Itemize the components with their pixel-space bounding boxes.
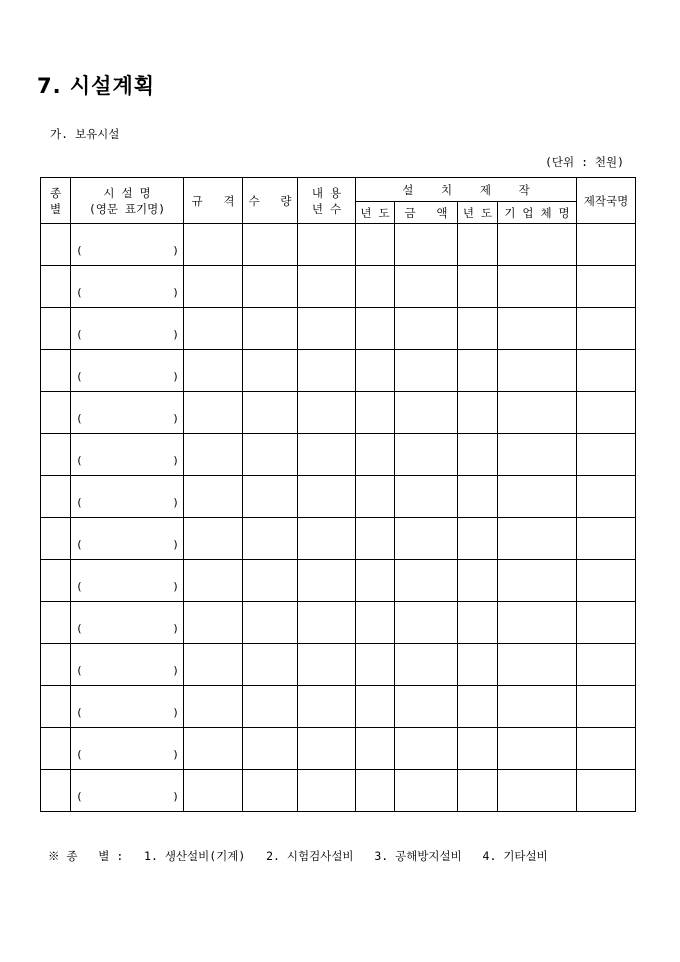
table-cell[interactable] xyxy=(395,308,458,350)
paren-open: ( xyxy=(76,454,83,467)
table-cell[interactable] xyxy=(243,476,298,518)
table-cell[interactable] xyxy=(298,686,356,728)
table-cell[interactable] xyxy=(298,644,356,686)
table-cell[interactable] xyxy=(71,518,184,560)
table-cell[interactable] xyxy=(41,266,71,308)
table-cell[interactable] xyxy=(356,770,395,812)
table-cell[interactable] xyxy=(498,266,577,308)
table-cell[interactable] xyxy=(41,770,71,812)
table-cell[interactable] xyxy=(298,602,356,644)
table-cell[interactable] xyxy=(71,644,184,686)
table-cell[interactable] xyxy=(498,392,577,434)
table-cell[interactable] xyxy=(298,518,356,560)
table-cell[interactable] xyxy=(577,350,636,392)
table-cell[interactable] xyxy=(577,602,636,644)
table-cell[interactable] xyxy=(395,644,458,686)
table-cell[interactable] xyxy=(498,686,577,728)
header-facility-name: 시 설 명 (영문 표기명) xyxy=(71,178,184,224)
table-cell[interactable] xyxy=(577,308,636,350)
table-cell[interactable] xyxy=(577,560,636,602)
table-cell[interactable] xyxy=(184,266,243,308)
table-cell[interactable] xyxy=(577,770,636,812)
table-cell[interactable] xyxy=(243,770,298,812)
header-type: 종 별 xyxy=(41,178,71,224)
table-cell[interactable] xyxy=(184,728,243,770)
table-cell[interactable] xyxy=(298,770,356,812)
table-cell[interactable] xyxy=(395,770,458,812)
table-row xyxy=(41,728,636,770)
table-cell[interactable] xyxy=(243,560,298,602)
table-cell[interactable] xyxy=(458,770,498,812)
paren-close: ) xyxy=(172,496,179,509)
table-cell[interactable] xyxy=(41,644,71,686)
table-cell[interactable] xyxy=(41,602,71,644)
table-cell[interactable] xyxy=(71,560,184,602)
table-cell[interactable] xyxy=(298,350,356,392)
table-cell[interactable] xyxy=(498,770,577,812)
table-cell[interactable] xyxy=(356,224,395,266)
table-row xyxy=(41,686,636,728)
table-cell[interactable] xyxy=(243,602,298,644)
table-row xyxy=(41,602,636,644)
table-cell[interactable] xyxy=(577,644,636,686)
table-cell[interactable] xyxy=(41,308,71,350)
table-cell[interactable] xyxy=(577,266,636,308)
table-row xyxy=(41,392,636,434)
table-cell[interactable] xyxy=(395,560,458,602)
table-cell[interactable] xyxy=(395,728,458,770)
paren-open: ( xyxy=(76,328,83,341)
table-cell[interactable] xyxy=(71,308,184,350)
table-row xyxy=(41,266,636,308)
table-cell[interactable] xyxy=(184,686,243,728)
table-cell[interactable] xyxy=(41,476,71,518)
table-cell[interactable] xyxy=(41,350,71,392)
table-row xyxy=(41,434,636,476)
table-cell[interactable] xyxy=(356,518,395,560)
table-cell[interactable] xyxy=(498,518,577,560)
table-cell[interactable] xyxy=(498,476,577,518)
table-cell[interactable] xyxy=(184,392,243,434)
table-cell[interactable] xyxy=(41,560,71,602)
header-company: 기 업 체 명 xyxy=(498,202,577,224)
paren-close: ) xyxy=(172,328,179,341)
table-cell[interactable] xyxy=(41,518,71,560)
table-cell[interactable] xyxy=(71,266,184,308)
paren-close: ) xyxy=(172,664,179,677)
table-cell[interactable] xyxy=(577,476,636,518)
table-cell[interactable] xyxy=(356,392,395,434)
paren-close: ) xyxy=(172,580,179,593)
table-cell[interactable] xyxy=(41,224,71,266)
table-cell[interactable] xyxy=(458,644,498,686)
table-cell[interactable] xyxy=(184,644,243,686)
table-cell[interactable] xyxy=(458,308,498,350)
table-cell[interactable] xyxy=(298,392,356,434)
table-cell[interactable] xyxy=(356,686,395,728)
table-cell[interactable] xyxy=(71,770,184,812)
footnote: ※ 종 별 : 1. 생산설비(기계) 2. 시험검사설비 3. 공해방지설비 4. 기타설비 xyxy=(48,849,548,863)
paren-close: ) xyxy=(172,538,179,551)
paren-close: ) xyxy=(172,748,179,761)
paren-open: ( xyxy=(76,748,83,761)
table-cell[interactable] xyxy=(395,224,458,266)
table-cell[interactable] xyxy=(356,350,395,392)
table-cell[interactable] xyxy=(356,602,395,644)
header-make-year: 년 도 xyxy=(458,202,498,224)
table-row xyxy=(41,224,636,266)
table-cell[interactable] xyxy=(395,518,458,560)
table-cell[interactable] xyxy=(41,392,71,434)
table-cell[interactable] xyxy=(71,686,184,728)
table-cell[interactable] xyxy=(184,476,243,518)
table-cell[interactable] xyxy=(71,392,184,434)
table-cell[interactable] xyxy=(243,308,298,350)
table-cell[interactable] xyxy=(395,602,458,644)
table-cell[interactable] xyxy=(458,560,498,602)
table-cell[interactable] xyxy=(458,266,498,308)
table-cell[interactable] xyxy=(577,728,636,770)
table-cell[interactable] xyxy=(356,644,395,686)
paren-open: ( xyxy=(76,538,83,551)
table-cell[interactable] xyxy=(395,686,458,728)
table-cell[interactable] xyxy=(298,266,356,308)
table-cell[interactable] xyxy=(243,434,298,476)
paren-close: ) xyxy=(172,244,179,257)
paren-close: ) xyxy=(172,454,179,467)
table-cell[interactable] xyxy=(458,434,498,476)
table-cell[interactable] xyxy=(243,728,298,770)
table-row xyxy=(41,644,636,686)
header-service-life: 내 용 년 수 xyxy=(298,178,356,224)
paren-close: ) xyxy=(172,706,179,719)
table-cell[interactable] xyxy=(498,728,577,770)
paren-close: ) xyxy=(172,370,179,383)
facility-table xyxy=(40,177,636,812)
table-cell[interactable] xyxy=(498,560,577,602)
table-cell[interactable] xyxy=(184,224,243,266)
table-cell[interactable] xyxy=(458,224,498,266)
table-cell[interactable] xyxy=(71,728,184,770)
table-cell[interactable] xyxy=(356,476,395,518)
header-amount: 금 액 xyxy=(395,202,458,224)
paren-close: ) xyxy=(172,790,179,803)
table-cell[interactable] xyxy=(41,686,71,728)
table-cell[interactable] xyxy=(298,728,356,770)
table-row xyxy=(41,350,636,392)
table-cell[interactable] xyxy=(356,266,395,308)
table-cell[interactable] xyxy=(458,476,498,518)
table-cell[interactable] xyxy=(498,308,577,350)
paren-open: ( xyxy=(76,706,83,719)
table-cell[interactable] xyxy=(577,518,636,560)
table-cell[interactable] xyxy=(71,350,184,392)
table-cell[interactable] xyxy=(71,434,184,476)
table-cell[interactable] xyxy=(243,350,298,392)
table-cell[interactable] xyxy=(243,518,298,560)
table-cell[interactable] xyxy=(498,350,577,392)
table-cell[interactable] xyxy=(184,350,243,392)
header-spec: 규 격 xyxy=(184,178,243,224)
table-cell[interactable] xyxy=(458,518,498,560)
table-cell[interactable] xyxy=(498,644,577,686)
table-cell[interactable] xyxy=(577,392,636,434)
paren-open: ( xyxy=(76,622,83,635)
header-country: 제작국명 xyxy=(577,178,636,224)
table-cell[interactable] xyxy=(577,686,636,728)
section-subtitle: 가. 보유시설 xyxy=(50,127,120,141)
table-row xyxy=(41,770,636,812)
paren-open: ( xyxy=(76,286,83,299)
table-cell[interactable] xyxy=(356,434,395,476)
paren-open: ( xyxy=(76,580,83,593)
table-cell[interactable] xyxy=(577,224,636,266)
paren-close: ) xyxy=(172,286,179,299)
header-quantity: 수 량 xyxy=(243,178,298,224)
table-cell[interactable] xyxy=(298,560,356,602)
table-cell[interactable] xyxy=(395,266,458,308)
table-cell[interactable] xyxy=(498,434,577,476)
table-cell[interactable] xyxy=(243,644,298,686)
table-cell[interactable] xyxy=(298,476,356,518)
table-cell[interactable] xyxy=(243,224,298,266)
table-cell[interactable] xyxy=(458,392,498,434)
table-cell[interactable] xyxy=(243,686,298,728)
table-cell[interactable] xyxy=(184,770,243,812)
paren-open: ( xyxy=(76,244,83,257)
table-cell[interactable] xyxy=(184,308,243,350)
paren-open: ( xyxy=(76,496,83,509)
paren-open: ( xyxy=(76,790,83,803)
table-cell[interactable] xyxy=(356,560,395,602)
table-cell[interactable] xyxy=(458,728,498,770)
table-cell[interactable] xyxy=(41,728,71,770)
table-row xyxy=(41,560,636,602)
table-cell[interactable] xyxy=(577,434,636,476)
table-cell[interactable] xyxy=(243,392,298,434)
paren-open: ( xyxy=(76,370,83,383)
table-cell[interactable] xyxy=(71,602,184,644)
table-cell[interactable] xyxy=(395,434,458,476)
unit-label: (단위 : 천원) xyxy=(545,155,625,169)
table-cell[interactable] xyxy=(298,434,356,476)
table-cell[interactable] xyxy=(184,518,243,560)
table-row xyxy=(41,308,636,350)
table-row xyxy=(41,518,636,560)
table-cell[interactable] xyxy=(458,350,498,392)
paren-open: ( xyxy=(76,664,83,677)
table-cell[interactable] xyxy=(243,266,298,308)
table-cell[interactable] xyxy=(71,224,184,266)
table-cell[interactable] xyxy=(298,224,356,266)
table-cell[interactable] xyxy=(458,602,498,644)
table-cell[interactable] xyxy=(298,308,356,350)
table-cell[interactable] xyxy=(356,308,395,350)
table-cell[interactable] xyxy=(498,224,577,266)
paren-open: ( xyxy=(76,412,83,425)
table-cell[interactable] xyxy=(41,434,71,476)
table-cell[interactable] xyxy=(395,392,458,434)
table-cell[interactable] xyxy=(184,560,243,602)
table-cell[interactable] xyxy=(184,602,243,644)
paren-close: ) xyxy=(172,412,179,425)
page-title: 7. 시설계획 xyxy=(37,74,156,98)
table-row xyxy=(41,476,636,518)
table-cell[interactable] xyxy=(356,728,395,770)
table-cell[interactable] xyxy=(395,476,458,518)
table-cell[interactable] xyxy=(458,686,498,728)
table-cell[interactable] xyxy=(395,350,458,392)
paren-close: ) xyxy=(172,622,179,635)
table-cell[interactable] xyxy=(71,476,184,518)
header-install-year: 년 도 xyxy=(356,202,395,224)
table-cell[interactable] xyxy=(498,602,577,644)
header-install-make: 설 치 제 작 xyxy=(356,178,577,202)
table-cell[interactable] xyxy=(184,434,243,476)
